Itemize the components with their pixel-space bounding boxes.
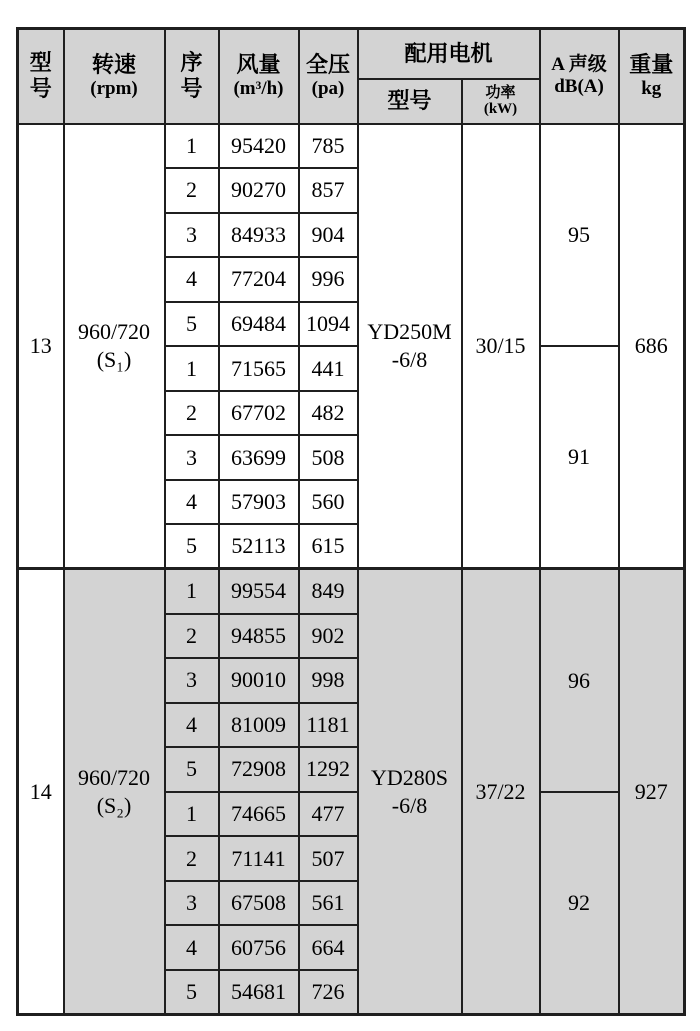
seq-cell: 2 (165, 391, 219, 436)
header-motor-group: 配用电机 (358, 29, 540, 79)
seq-cell: 3 (165, 435, 219, 480)
pressure-cell: 904 (299, 213, 358, 258)
seq-cell: 1 (165, 124, 219, 169)
motor-model-cell (358, 124, 462, 569)
header-motor-model: 型号 (358, 79, 462, 124)
airflow-cell: 69484 (219, 302, 299, 347)
pressure-cell: 1292 (299, 747, 358, 792)
airflow-cell: 77204 (219, 257, 299, 302)
header-pressure-line2: (pa) (311, 78, 345, 100)
motor-model-line2: -6/8 (391, 346, 428, 372)
seq-cell: 2 (165, 168, 219, 213)
seq-cell: 2 (165, 614, 219, 659)
header-sound (540, 29, 619, 124)
header-model-line1: 型 (29, 50, 52, 76)
seq-cell: 1 (165, 569, 219, 614)
pressure-cell: 477 (299, 792, 358, 837)
seq-cell: 5 (165, 747, 219, 792)
model-cell: 14 (18, 569, 64, 1014)
header-motor-power-line1: 功率 (485, 84, 516, 101)
header-weight-line1: 重量 (629, 52, 674, 78)
pressure-cell: 785 (299, 124, 358, 169)
weight-cell: 927 (619, 569, 685, 1014)
header-seq (165, 29, 219, 124)
airflow-cell: 71565 (219, 346, 299, 391)
motor-power-cell: 30/15 (462, 124, 540, 569)
header-pressure-line1: 全压 (305, 52, 350, 78)
airflow-cell: 81009 (219, 703, 299, 748)
pressure-cell: 1181 (299, 703, 358, 748)
airflow-cell: 74665 (219, 792, 299, 837)
airflow-cell: 52113 (219, 524, 299, 569)
pressure-cell: 902 (299, 614, 358, 659)
airflow-cell: 71141 (219, 836, 299, 881)
seq-cell: 4 (165, 480, 219, 525)
header-airflow-line2: (m³/h) (233, 78, 284, 100)
airflow-cell: 84933 (219, 213, 299, 258)
seq-cell: 3 (165, 213, 219, 258)
speed-value: 960/720 (77, 319, 151, 345)
airflow-cell: 54681 (219, 970, 299, 1015)
seq-cell: 1 (165, 792, 219, 837)
airflow-cell: 95420 (219, 124, 299, 169)
pressure-cell: 508 (299, 435, 358, 480)
motor-power-cell: 37/22 (462, 569, 540, 1014)
fan-spec-table (16, 27, 686, 1016)
seq-cell: 5 (165, 302, 219, 347)
airflow-cell: 57903 (219, 480, 299, 525)
pressure-cell: 996 (299, 257, 358, 302)
sound-level-cell: 95 (540, 124, 619, 347)
table-row (18, 569, 685, 614)
airflow-cell: 60756 (219, 925, 299, 970)
seq-cell: 2 (165, 836, 219, 881)
airflow-cell: 94855 (219, 614, 299, 659)
header-airflow-line1: 风量 (236, 52, 281, 78)
table-row (18, 124, 685, 169)
speed-cell (64, 569, 165, 1014)
header-model (18, 29, 64, 124)
model-cell: 13 (18, 124, 64, 569)
pressure-cell: 561 (299, 881, 358, 926)
seq-cell: 4 (165, 703, 219, 748)
airflow-cell: 63699 (219, 435, 299, 480)
airflow-cell: 99554 (219, 569, 299, 614)
speed-variant: (S₂) (96, 792, 132, 818)
pressure-cell: 849 (299, 569, 358, 614)
seq-cell: 3 (165, 881, 219, 926)
pressure-cell: 1094 (299, 302, 358, 347)
header-sound-line1: A 声级 (551, 54, 607, 76)
seq-cell: 5 (165, 970, 219, 1015)
header-motor-power-line2: (kW) (483, 101, 518, 117)
sound-level-cell: 96 (540, 569, 619, 792)
seq-cell: 1 (165, 346, 219, 391)
header-speed-line1: 转速 (91, 52, 136, 78)
speed-cell (64, 124, 165, 569)
header-seq-line2: 号 (180, 76, 203, 102)
header-motor-power (462, 79, 540, 124)
pressure-cell: 507 (299, 836, 358, 881)
speed-value: 960/720 (77, 765, 151, 791)
sound-level-cell: 92 (540, 792, 619, 1015)
header-speed (64, 29, 165, 124)
pressure-cell: 726 (299, 970, 358, 1015)
airflow-cell: 67702 (219, 391, 299, 436)
header-airflow (219, 29, 299, 124)
seq-cell: 4 (165, 925, 219, 970)
airflow-cell: 67508 (219, 881, 299, 926)
seq-cell: 5 (165, 524, 219, 569)
airflow-cell: 72908 (219, 747, 299, 792)
header-sound-line2: dB(A) (554, 76, 604, 98)
header-speed-line2: (rpm) (90, 78, 138, 100)
header-model-line2: 号 (29, 76, 52, 102)
header-pressure (299, 29, 358, 124)
pressure-cell: 998 (299, 658, 358, 703)
motor-model-line1: YD280S (370, 765, 448, 791)
pressure-cell: 857 (299, 168, 358, 213)
pressure-cell: 482 (299, 391, 358, 436)
motor-model-cell (358, 569, 462, 1014)
pressure-cell: 441 (299, 346, 358, 391)
header-weight-line2: kg (641, 78, 662, 100)
header-row-1 (18, 29, 685, 79)
seq-cell: 3 (165, 658, 219, 703)
pressure-cell: 560 (299, 480, 358, 525)
airflow-cell: 90270 (219, 168, 299, 213)
header-seq-line1: 序 (180, 50, 203, 76)
header-weight (619, 29, 685, 124)
airflow-cell: 90010 (219, 658, 299, 703)
pressure-cell: 664 (299, 925, 358, 970)
weight-cell: 686 (619, 124, 685, 569)
seq-cell: 4 (165, 257, 219, 302)
pressure-cell: 615 (299, 524, 358, 569)
motor-model-line1: YD250M (367, 319, 452, 345)
speed-variant: (S₁) (96, 346, 132, 372)
sound-level-cell: 91 (540, 346, 619, 569)
motor-model-line2: -6/8 (391, 792, 428, 818)
